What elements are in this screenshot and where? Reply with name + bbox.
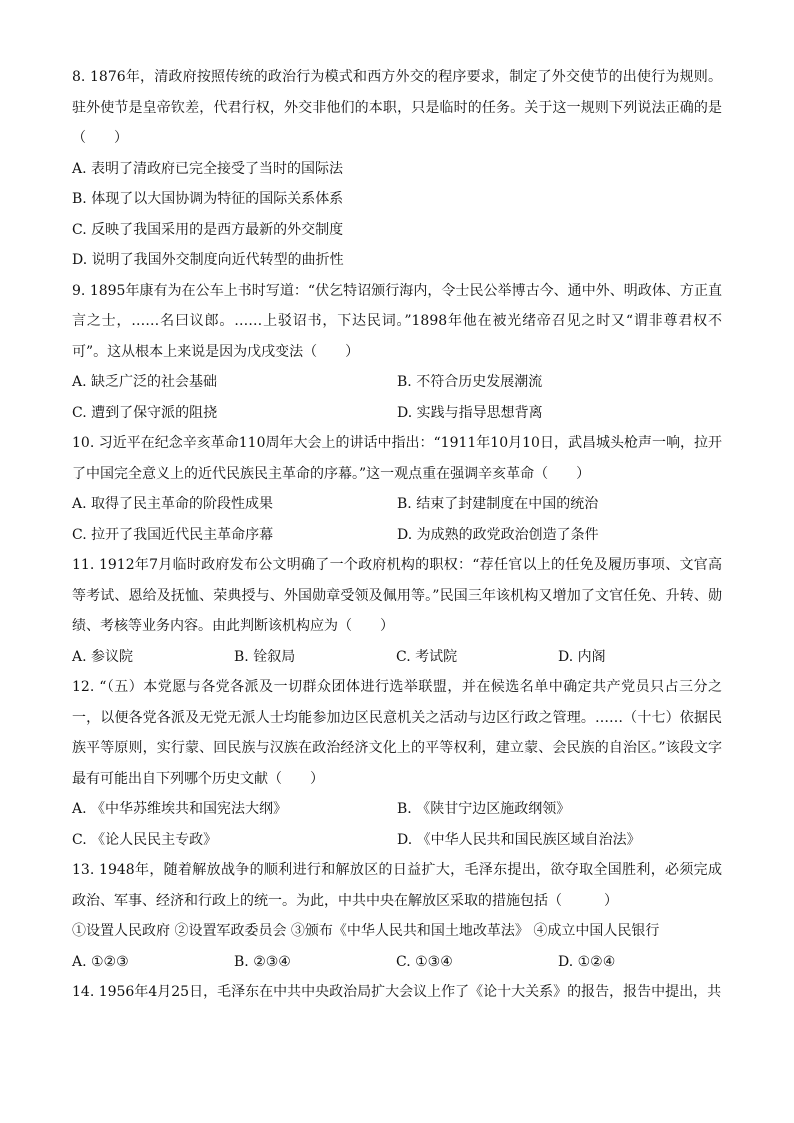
question-11-option-c: C. 考试院 <box>396 648 458 665</box>
question-10-stem: 10. 习近平在纪念辛亥革命110周年大会上的讲话中指出：“1911年10月10日，武昌城头枪声一响，拉开了中国完全意义上的近代民族民主革命的序幕。”这一观点重在强调辛亥革命（ ） <box>72 435 722 482</box>
question-9-option-a: A. 缺乏广泛的社会基础 <box>72 374 218 390</box>
question-13-items: ①设置人民政府 ②设置军政委员会 ③颁布《中华人民共和国土地改革法》 ④成立中国人民银行 <box>72 923 660 939</box>
question-11-option-b: B. 铨叙局 <box>234 648 296 665</box>
question-12-option-d: D. 《中华人民共和国民族区域自治法》 <box>397 831 641 848</box>
question-10-options-row-2 <box>72 520 722 551</box>
question-13-stem: 13. 1948年，随着解放战争的顺利进行和解放区的日益扩大，毛泽东提出，欲夺取全国胜利，必须完成政治、军事、经济和行政上的统一。为此，中共中央在解放区采取的措施包括（ ） <box>72 862 722 909</box>
question-13-option-b: B. ②③④ <box>234 953 291 970</box>
question-12-options-row-2 <box>72 825 722 856</box>
question-10-option-c: C. 拉开了我国近代民主革命序幕 <box>72 526 274 543</box>
question-8-stem: 8. 1876年，清政府按照传统的政治行为模式和西方外交的程序要求，制定了外交使节的出使行为规则。驻外使节是皇帝钦差，代君行权，外交非他们的本职，只是临时的任务。关于这一规则下列说法正确的是（ ） <box>72 69 722 146</box>
question-13-options <box>72 947 722 978</box>
question-9-options-row-2 <box>72 398 722 429</box>
question-10-option-b: B. 结束了封建制度在中国的统治 <box>397 496 599 512</box>
question-11-stem: 11. 1912年7月临时政府发布公文明确了一个政府机构的职权：“荐任官以上的任免及履历事项、文官高等考试、恩给及抚恤、荣典授与、外国勋章受领及佩用等。”民国三年该机构又增加了文官任免、升转、勋绩、考核等业务内容。由此判断该机构应为（ ） <box>72 557 722 634</box>
question-11-option-a: A. 参议院 <box>72 648 134 665</box>
question-12-stem: 12. “（五）本党愿与各党各派及一切群众团体进行选举联盟，并在候选名单中确定共产党员只占三分之一，以便各党各派及无党无派人士均能参加边区民意机关之活动与边区行政之管理。……（十七）依据民族平等原则，实行蒙、回民族与汉族在政治经济文化上的平等权利，建立蒙、会民族的自治区。”该段文字最有可能出自下列哪个历史文献（ ） <box>72 679 722 787</box>
question-8-option-b: B. 体现了以大国协调为特征的国际关系体系 <box>72 191 344 207</box>
question-11-option-d: D. 内阁 <box>558 648 606 665</box>
question-13-option-d: D. ①②④ <box>558 953 616 970</box>
question-13-option-c: C. ①③④ <box>396 953 453 970</box>
question-8-option-a: A. 表明了清政府已完全接受了当时的国际法 <box>72 160 344 177</box>
question-12-option-c: C. 《论人民民主专政》 <box>72 831 218 848</box>
question-9-option-c: C. 遭到了保守派的阻挠 <box>72 404 218 421</box>
question-8-option-d: D. 说明了我国外交制度向近代转型的曲折性 <box>72 252 344 268</box>
exam-page <box>72 62 722 1008</box>
question-10-options-row-1 <box>72 489 722 520</box>
question-12-options-row-1 <box>72 794 722 825</box>
question-9-option-d: D. 实践与指导思想背离 <box>397 404 543 421</box>
question-10-option-a: A. 取得了民主革命的阶段性成果 <box>72 496 274 512</box>
question-12-option-b: B. 《陕甘宁边区施政纲领》 <box>397 801 571 817</box>
question-14-stem: 14. 1956年4月25日，毛泽东在中共中央政治局扩大会议上作了《论十大关系》的报告，报告中提出，共 <box>72 984 722 1000</box>
question-9-options-row-1 <box>72 367 722 398</box>
question-9-stem: 9. 1895年康有为在公车上书时写道：“伏乞特诏颁行海内，令士民公举博古今、通中外、明政体、方正直言之士，……名曰议郎。……上驳诏书，下达民词。”1898年他在被光绪帝召见之时又“谓非尊君权不可”。这从根本上来说是因为戊戌变法（ ） <box>72 282 722 360</box>
question-13-option-a: A. ①②③ <box>72 953 129 970</box>
question-9-option-b: B. 不符合历史发展潮流 <box>397 374 543 390</box>
question-11-options <box>72 642 722 673</box>
question-12-option-a: A. 《中华苏维埃共和国宪法大纲》 <box>72 801 288 817</box>
question-8-option-c: C. 反映了我国采用的是西方最新的外交制度 <box>72 221 344 238</box>
question-10-option-d: D. 为成熟的政党政治创造了条件 <box>397 526 599 543</box>
